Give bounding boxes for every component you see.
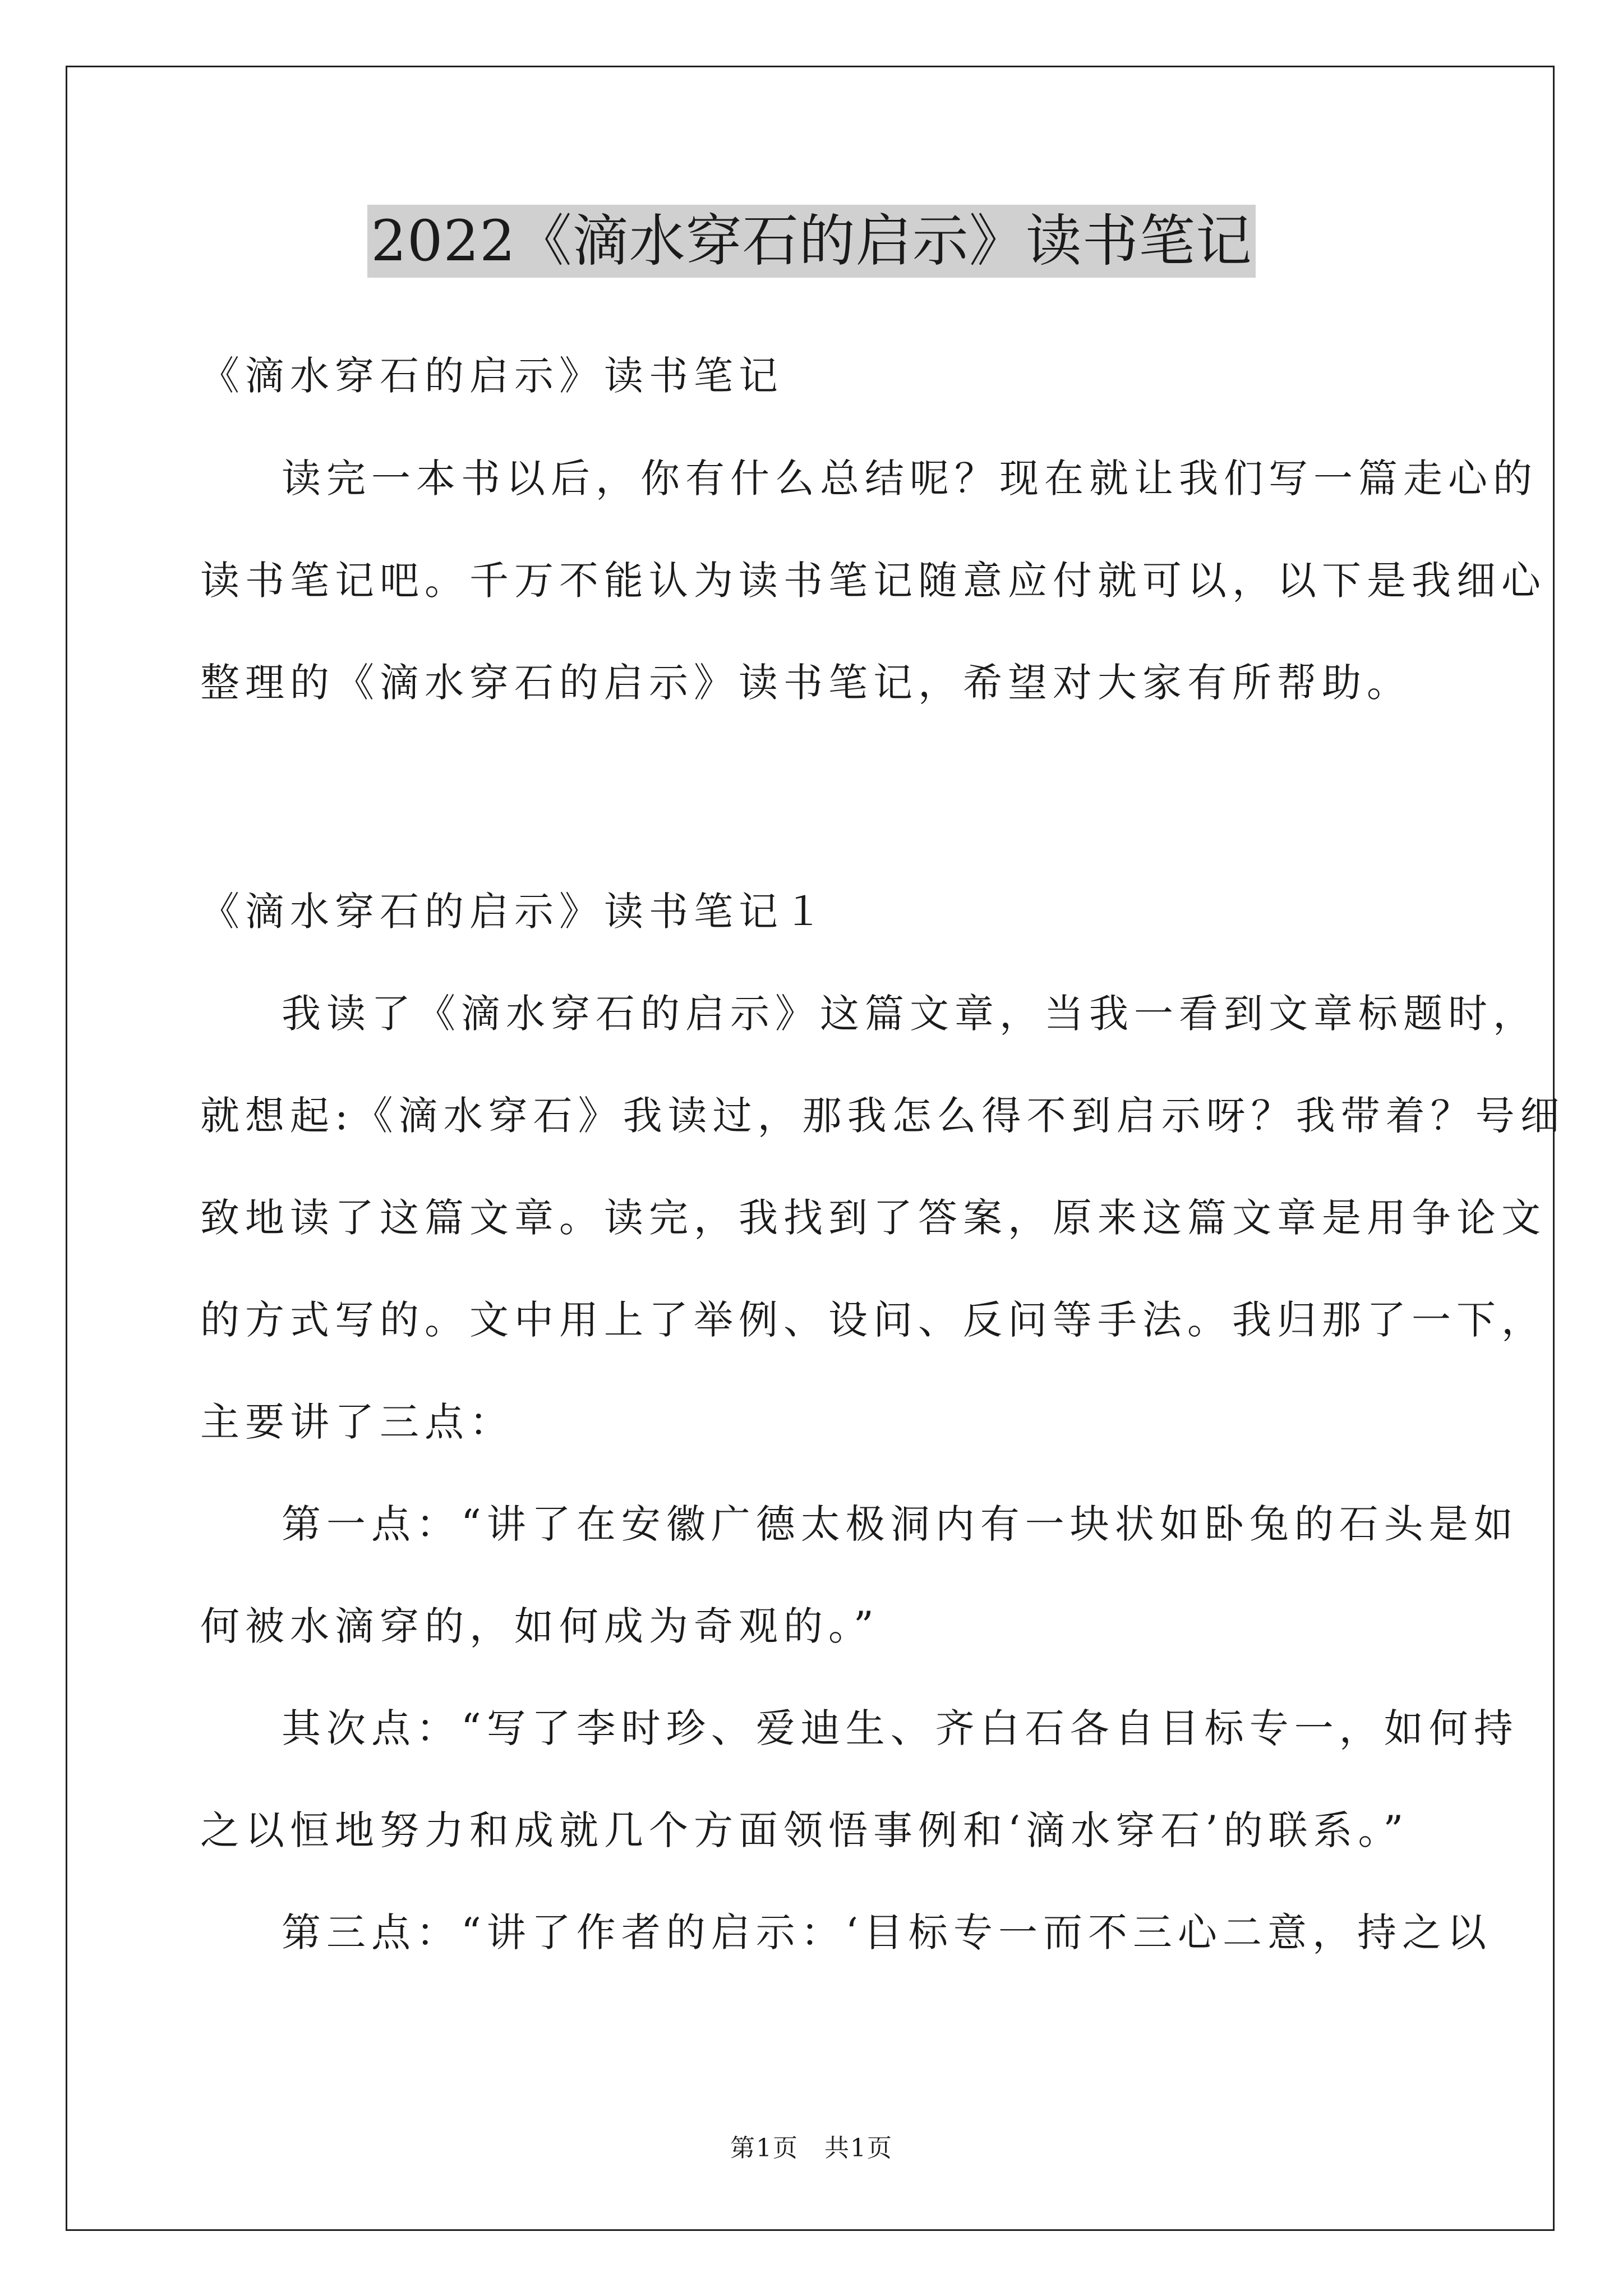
body-line: 第三点：“讲了作者的启示：‘目标专一而不三心二意，持之以 — [282, 1910, 1492, 1955]
body-line: 主要讲了三点： — [200, 1399, 514, 1445]
body-line: 我读了《滴水穿石的启示》这篇文章，当我一看到文章标题时， — [282, 991, 1538, 1037]
intro-line: 读完一本书以后，你有什么总结呢？现在就让我们写一篇走心的 — [282, 455, 1538, 501]
body-line: 致地读了这篇文章。读完，我找到了答案，原来这篇文章是用争论文 — [200, 1195, 1546, 1241]
body-line: 第一点：“讲了在安徽广德太极洞内有一块状如卧兔的石头是如 — [282, 1501, 1519, 1547]
body-line: 何被水滴穿的，如何成为奇观的。” — [200, 1603, 879, 1649]
intro-line: 整理的《滴水穿石的启示》读书笔记，希望对大家有所帮助。 — [200, 660, 1412, 706]
section-heading: 《滴水穿石的启示》读书笔记１ — [200, 889, 828, 935]
intro-line: 读书笔记吧。千万不能认为读书笔记随意应付就可以，以下是我细心 — [200, 558, 1546, 604]
document-title: 2022《滴水穿石的启示》读书笔记 — [367, 205, 1256, 278]
body-line: 就想起:《滴水穿石》我读过，那我怎么得不到启示呀？我带着？号细 — [200, 1093, 1565, 1139]
body-line: 的方式写的。文中用上了举例、设问、反问等手法。我归那了一下， — [200, 1297, 1546, 1343]
subtitle: 《滴水穿石的启示》读书笔记 — [200, 353, 783, 399]
page-footer: 第1页 共1页 — [730, 2134, 893, 2162]
title-block — [0, 205, 1623, 278]
body-line: 之以恒地努力和成就几个方面领悟事例和‘滴水穿石’的联系。” — [200, 1807, 1409, 1853]
body-line: 其次点：“写了李时珍、爱迪生、齐白石各自目标专一，如何持 — [282, 1705, 1519, 1751]
